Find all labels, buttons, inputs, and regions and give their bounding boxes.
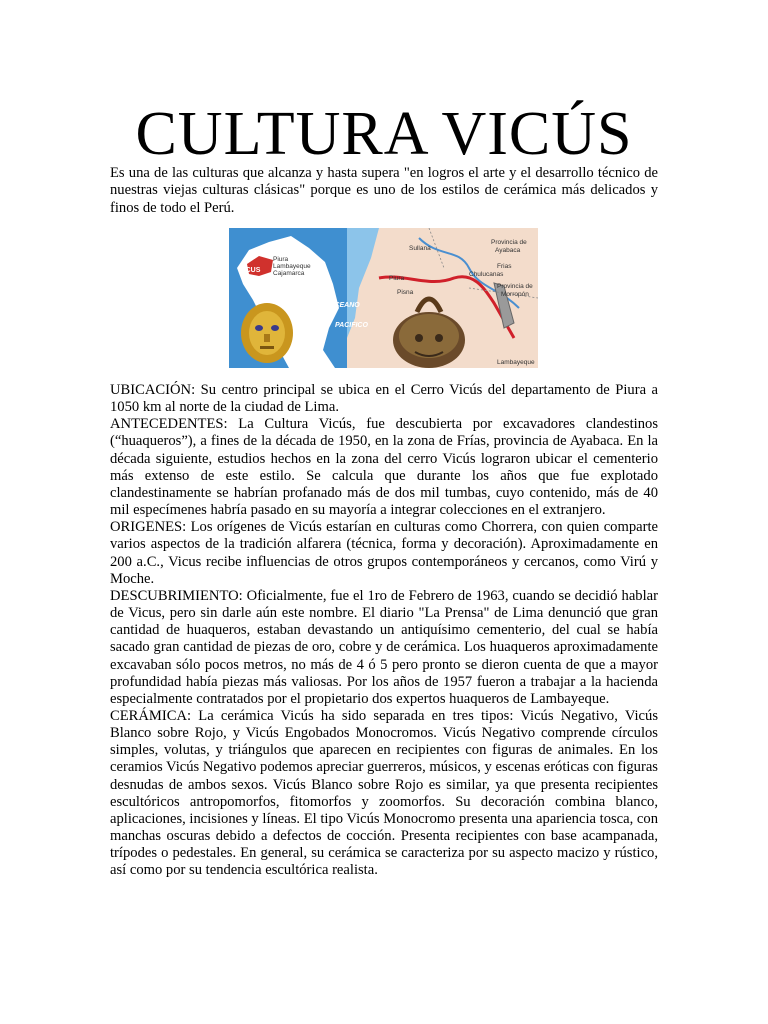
map-label-piura-region: Piura <box>273 256 289 263</box>
vicus-map-figure <box>229 228 538 368</box>
section-origenes: ORIGENES: Los orígenes de Vicús estarían en culturas como Chorrera, con quien comparte varios aspectos de la tradición alfarera (técnica, forma y decoración). Aproximadamente en 200 a.C., Vicus recibe influencias de otros grupos contemporáneos y cercanos, como Virú y Moche. <box>110 519 658 587</box>
gold-mask-icon <box>241 303 293 363</box>
map-label-ayabaca-1: Provincia de <box>491 239 527 246</box>
map-label-ocean-2: PACIFICO <box>335 322 368 329</box>
map-label-vicus: VICUS <box>239 267 261 274</box>
map-label-lambayeque-region: Lambayeque <box>273 263 311 270</box>
map-label-morropon-1: Provincia de <box>497 283 533 290</box>
map-label-ayabaca-2: Ayabaca <box>495 247 521 254</box>
map-label-lambayeque: Lambayeque <box>497 359 535 366</box>
section-antecedentes: ANTECEDENTES: La Cultura Vicús, fue descubierta por excavadores clandestinos (“huaqueros”), a fines de la década de 1950, en la zona de Frías, provincia de Ayabaca. En la década siguiente, estudios hechos en la zona del cerro Vicús lograron ubicar el cementerio más extenso de este estilo. Se calcula que durante los años que fue explotado clandestinamente se habrían profanado más de dos mil tumbas, cuyo contenido, más de 40 mil especímenes habría pasado en su mayoría a integrar colecciones en el extranjero. <box>110 416 658 519</box>
map-label-frias: Frias <box>497 263 512 270</box>
map-label-morropon-2: Morropón <box>501 291 529 298</box>
section-descubrimiento: DESCUBRIMIENTO: Oficialmente, fue el 1ro de Febrero de 1963, cuando se decidió hablar de Vicus, pero sin darle aún este nombre. El diario "La Prensa" de Lima denunció que gran cantidad de huaqueros, estaban devastando un antiquísimo cementerio, del cual se había sacado gran cantidad de piezas de oro, cobre y de cerámica. Los huaqueros aproximadamente excavaban sólo pocos metros, no más de 4 ó 5 pero pronto se dieron cuenta de que a mayor profundidad había piezas más valiosas. Por los años de 1957 fueron a trabajar a la hacienda especialmente contratados por el propietario dos expertos huaqueros de Lambayeque. <box>110 587 658 707</box>
map-label-ocean-1: OCEANO <box>329 302 360 309</box>
page-title: CULTURA VICÚS <box>135 100 633 168</box>
map-label-cajamarca-region: Cajamarca <box>273 270 305 277</box>
section-ceramica: CERÁMICA: La cerámica Vicús ha sido separada en tres tipos: Vicús Negativo, Vicús Blanco sobre Rojo, y Vicús Engobados Monocromos. Vicús Negativo comprende círculos simples, volutas, y triángulos que aparecen en recipientes con figuras de animales. En los ceramios Vicús Negativo podemos apreciar guerreros, músicos, y escenas eróticas con figuras desnudas de ambos sexos. Vicús Blanco sobre Rojo es similar, ya que presenta recipientes escultóricos antropomorfos, fitomorfos y zoomorfos. Su decoración combina blanco, aplicaciones, incisiones y líneas. El tipo Vicús Monocromo presenta una apariencia tosca, con manchas oscuras debido a defectos de cocción. Presenta recipientes con base acampanada, trípodes o pedestales. En general, su cerámica se caracteriza por su aspecto macizo y rústico, así como por su tendencia escultórica realista. <box>110 707 658 879</box>
section-ubicacion: UBICACIÓN: Su centro principal se ubica en el Cerro Vicús del departamento de Piura a 1050 km al norte de la ciudad de Lima. <box>110 382 658 416</box>
map-label-sullana: Sullana <box>409 245 431 252</box>
intro-paragraph: Es una de las culturas que alcanza y hasta supera "en logros el arte y el desarrollo técnico de nuestras viejas culturas clásicas" porque es uno de los estilos de cerámica más delicados y finos de todo el Perú. <box>110 165 658 216</box>
map-label-chulucanas: Chulucanas <box>469 271 504 278</box>
body-text <box>110 382 658 880</box>
map-label-pisna: Pisna <box>397 289 414 296</box>
map-label-piura-city: Piura <box>389 275 405 282</box>
